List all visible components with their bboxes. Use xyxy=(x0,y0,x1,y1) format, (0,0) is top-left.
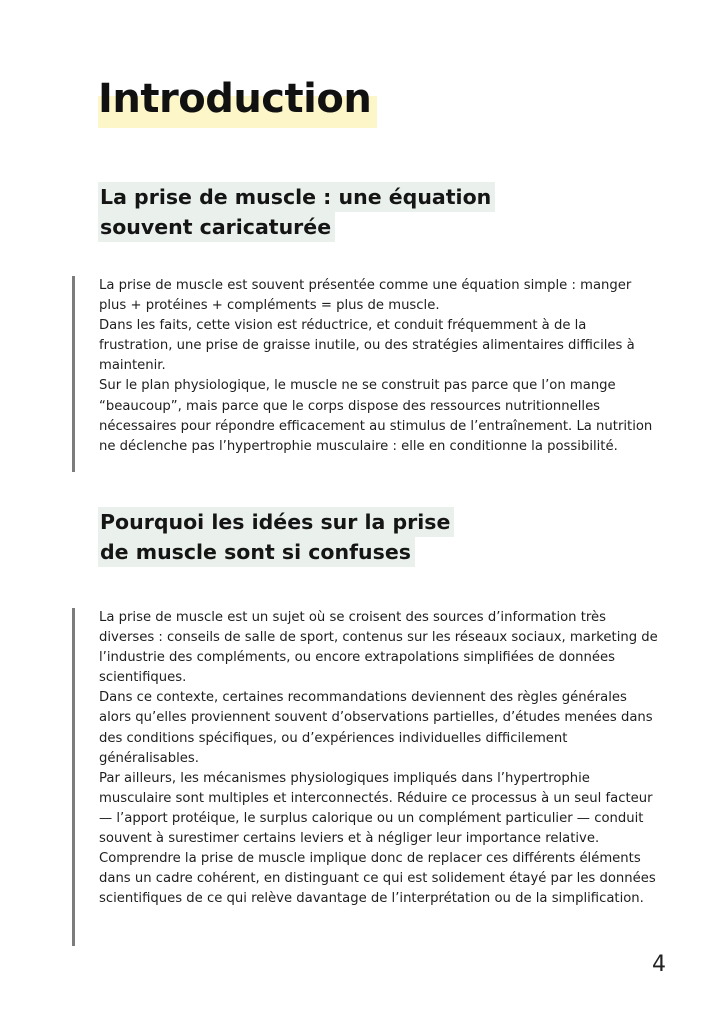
paragraph: Par ailleurs, les mécanismes physiologiques impliqués dans l’hypertrophie musculaire sont multiples et interconnectés. Réduire ce processus à un seul facteur — l’apport protéique, le surplus calorique ou un complément particulier — conduit souvent à surestimer certains leviers et à négliger leur importance relative. xyxy=(99,770,653,847)
paragraph: La prise de muscle est un sujet où se croisent des sources d’information très diverses : conseils de salle de sport, contenus sur les réseaux sociaux, marketing de l’industrie des compléments, ou encore extrapolations simplifiées de données scientifiques. xyxy=(99,610,658,686)
quote-block-2 xyxy=(72,608,659,946)
section-heading-1 xyxy=(98,182,495,242)
paragraph: Dans les faits, cette vision est réductrice, et conduit fréquemment à de la frustration, une prise de graisse inutile, ou des stratégies alimentaires difficiles à maintenir. xyxy=(99,318,635,374)
page-title: Introduction xyxy=(98,74,377,128)
paragraph: Comprendre la prise de muscle implique donc de replacer ces différents éléments dans un cadre cohérent, en distinguant ce qui est solidement étayé par les données scientifiques de ce qui relève davantage de l’interprétation ou de la simplification. xyxy=(99,851,656,907)
heading-line: de muscle sont si confuses xyxy=(98,537,415,567)
page-number: 4 xyxy=(652,952,666,977)
heading-line: souvent caricaturée xyxy=(98,212,335,242)
paragraph: Sur le plan physiologique, le muscle ne se construit pas parce que l’on mange “beaucoup”, mais parce que le corps dispose des ressources nutritionnelles nécessaires pour répondre efficacement au stimulus de l’entraînement. La nutrition ne déclenche pas l’hypertrophie musculaire : elle en conditionne la possibilité. xyxy=(99,378,653,454)
section-heading-2 xyxy=(98,507,454,567)
quote-block-1 xyxy=(72,276,659,472)
section-body-2 xyxy=(99,608,659,909)
paragraph: La prise de muscle est souvent présentée comme une équation simple : manger plus + protéines + compléments = plus de muscle. xyxy=(99,278,632,314)
heading-line: La prise de muscle : une équation xyxy=(98,182,495,212)
heading-line: Pourquoi les idées sur la prise xyxy=(98,507,454,537)
title-block xyxy=(98,74,377,128)
paragraph: Dans ce contexte, certaines recommandations deviennent des règles générales alors qu’elles proviennent souvent d’observations partielles, d’études menées dans des conditions spécifiques, ou d’expériences individuelles difficilement généralisables. xyxy=(99,690,653,766)
section-body-1 xyxy=(99,276,659,457)
